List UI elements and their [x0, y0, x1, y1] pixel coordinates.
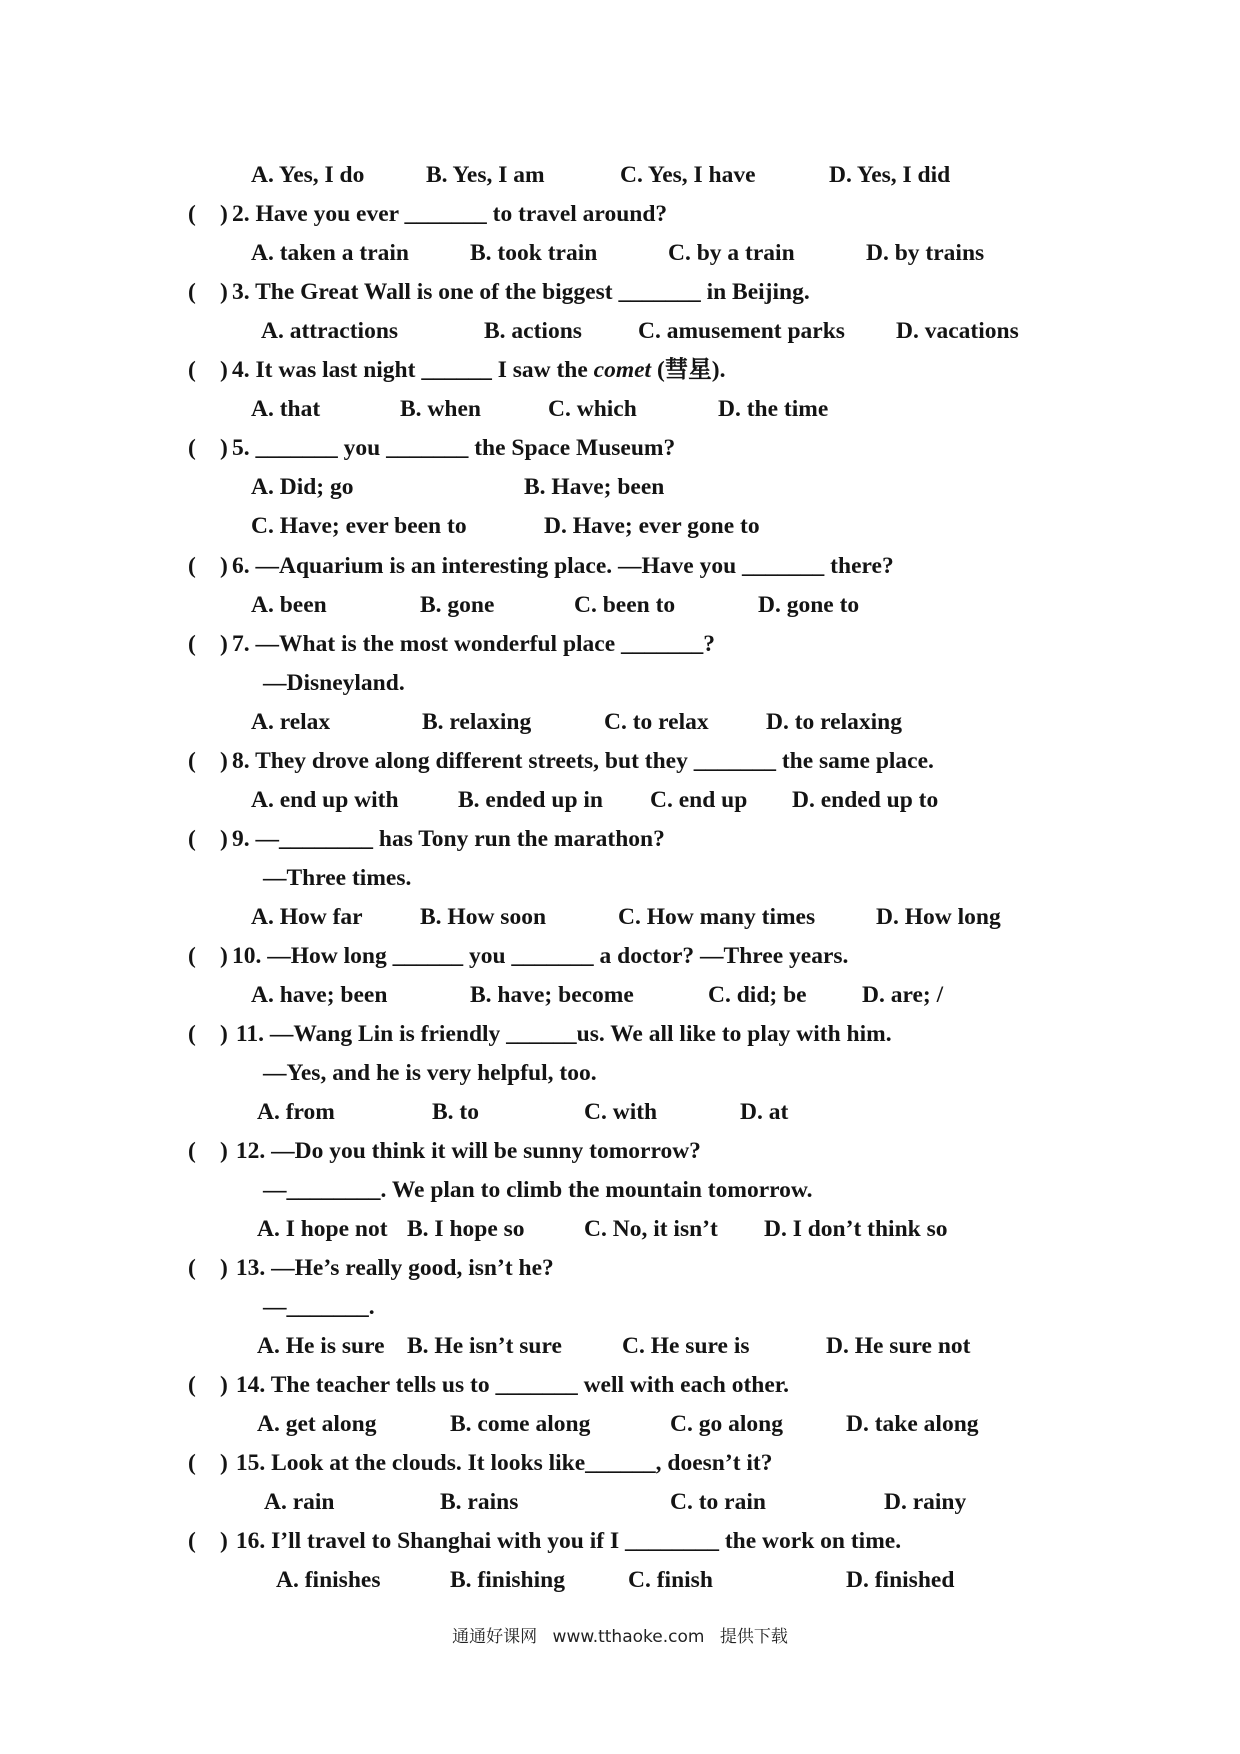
q4-option-d: D. the time	[718, 396, 829, 422]
answer-paren-close: )	[220, 201, 228, 227]
q4-option-c: C. which	[548, 396, 637, 422]
q15-option-c: C. to rain	[670, 1489, 766, 1515]
question-stem: 9. —________ has Tony run the marathon?	[232, 826, 665, 852]
q5-option-b: B. Have; been	[524, 474, 665, 500]
q9-option-c: C. How many times	[618, 904, 816, 930]
answer-paren-close: )	[220, 1450, 228, 1476]
q14-option-b: B. come along	[450, 1411, 591, 1437]
answer-paren-close: )	[220, 279, 228, 305]
dialogue-response: —_______.	[263, 1294, 375, 1320]
q16-option-d: D. finished	[846, 1567, 955, 1593]
answer-paren-close: )	[220, 553, 228, 579]
answer-paren-close: )	[220, 826, 228, 852]
q2-option-d: D. by trains	[866, 240, 985, 266]
q9-option-a: A. How far	[251, 904, 363, 930]
q3-option-d: D. vacations	[896, 318, 1019, 344]
q7-option-c: C. to relax	[604, 709, 709, 735]
page-footer	[0, 1622, 1240, 1647]
answer-paren-open: (	[188, 1528, 196, 1554]
question-stem: 10. —How long ______ you _______ a doctor? —Three years.	[232, 943, 849, 969]
answer-paren-open: (	[188, 279, 196, 305]
q9-option-d: D. How long	[876, 904, 1001, 930]
q5-option-d: D. Have; ever gone to	[544, 513, 760, 539]
q2-option-c: C. by a train	[668, 240, 795, 266]
answer-paren-close: )	[220, 631, 228, 657]
q10-option-c: C. did; be	[708, 982, 807, 1008]
footer-suffix: 提供下载	[719, 1627, 788, 1647]
answer-paren-open: (	[188, 1021, 196, 1047]
question-stem: 11. —Wang Lin is friendly ______us. We all like to play with him.	[230, 1021, 892, 1047]
question-stem: 13. —He’s really good, isn’t he?	[230, 1255, 554, 1281]
q12-option-d: D. I don’t think so	[764, 1216, 948, 1242]
question-stem: 4. It was last night ______ I saw the comet (彗星).	[232, 357, 726, 383]
q7-option-b: B. relaxing	[422, 709, 532, 735]
q14-option-c: C. go along	[670, 1411, 783, 1437]
dialogue-response: —________. We plan to climb the mountain tomorrow.	[263, 1177, 813, 1203]
q15-option-b: B. rains	[440, 1489, 519, 1515]
question-stem: 3. The Great Wall is one of the biggest _______ in Beijing.	[232, 279, 810, 305]
q12-option-c: C. No, it isn’t	[584, 1216, 718, 1242]
footer-site-name: 通通好课网	[452, 1627, 538, 1647]
q9-option-b: B. How soon	[420, 904, 547, 930]
q5-option-a: A. Did; go	[251, 474, 354, 500]
q6-option-d: D. gone to	[758, 592, 860, 618]
question-stem: 8. They drove along different streets, but they _______ the same place.	[232, 748, 934, 774]
question-stem: 12. —Do you think it will be sunny tomorrow?	[230, 1138, 701, 1164]
q7-option-d: D. to relaxing	[766, 709, 902, 735]
question-stem: 15. Look at the clouds. It looks like______, doesn’t it?	[230, 1450, 773, 1476]
q8-option-b: B. ended up in	[458, 787, 603, 813]
question-stem: 2. Have you ever _______ to travel around?	[232, 201, 668, 227]
answer-paren-open: (	[188, 435, 196, 461]
footer-url: www.tthaoke.com	[552, 1627, 705, 1647]
dialogue-response: —Disneyland.	[263, 670, 405, 696]
q10-option-d: D. are; /	[862, 982, 944, 1008]
q1-option-c: C. Yes, I have	[620, 162, 756, 188]
q4-option-b: B. when	[400, 396, 481, 422]
question-stem: 5. _______ you _______ the Space Museum?	[232, 435, 676, 461]
q5-option-c: C. Have; ever been to	[251, 513, 467, 539]
answer-paren-close: )	[220, 435, 228, 461]
q10-option-b: B. have; become	[470, 982, 634, 1008]
question-stem: 6. —Aquarium is an interesting place. —Have you _______ there?	[232, 553, 894, 579]
q16-option-b: B. finishing	[450, 1567, 565, 1593]
answer-paren-close: )	[220, 1372, 228, 1398]
answer-paren-open: (	[188, 553, 196, 579]
q8-option-a: A. end up with	[251, 787, 399, 813]
q2-option-b: B. took train	[470, 240, 598, 266]
q3-option-b: B. actions	[484, 318, 582, 344]
answer-paren-close: )	[220, 1528, 228, 1554]
answer-paren-close: )	[220, 357, 228, 383]
answer-paren-open: (	[188, 826, 196, 852]
q13-option-c: C. He sure is	[622, 1333, 750, 1359]
answer-paren-open: (	[188, 1255, 196, 1281]
q1-option-d: D. Yes, I did	[829, 162, 951, 188]
q7-option-a: A. relax	[251, 709, 331, 735]
answer-paren-close: )	[220, 1255, 228, 1281]
q11-option-a: A. from	[257, 1099, 335, 1125]
q14-option-d: D. take along	[846, 1411, 979, 1437]
q1-option-a: A. Yes, I do	[251, 162, 365, 188]
q15-option-d: D. rainy	[884, 1489, 967, 1515]
q12-option-a: A. I hope not	[257, 1216, 388, 1242]
q13-option-b: B. He isn’t sure	[407, 1333, 562, 1359]
q3-option-c: C. amusement parks	[638, 318, 845, 344]
q15-option-a: A. rain	[264, 1489, 335, 1515]
q6-option-a: A. been	[251, 592, 327, 618]
q8-option-d: D. ended up to	[792, 787, 939, 813]
answer-paren-close: )	[220, 1021, 228, 1047]
q10-option-a: A. have; been	[251, 982, 388, 1008]
q2-option-a: A. taken a train	[251, 240, 409, 266]
question-stem: 14. The teacher tells us to _______ well with each other.	[230, 1372, 789, 1398]
answer-paren-close: )	[220, 1138, 228, 1164]
q1-option-b: B. Yes, I am	[426, 162, 545, 188]
answer-paren-open: (	[188, 943, 196, 969]
q16-option-a: A. finishes	[276, 1567, 381, 1593]
q8-option-c: C. end up	[650, 787, 748, 813]
question-stem: 16. I’ll travel to Shanghai with you if I ________ the work on time.	[230, 1528, 902, 1554]
answer-paren-open: (	[188, 1138, 196, 1164]
answer-paren-open: (	[188, 1450, 196, 1476]
q16-option-c: C. finish	[628, 1567, 713, 1593]
answer-paren-open: (	[188, 357, 196, 383]
answer-paren-open: (	[188, 631, 196, 657]
q13-option-d: D. He sure not	[826, 1333, 971, 1359]
q11-option-c: C. with	[584, 1099, 658, 1125]
answer-paren-close: )	[220, 943, 228, 969]
q11-option-b: B. to	[432, 1099, 479, 1125]
q3-option-a: A. attractions	[261, 318, 399, 344]
italic-word: comet	[593, 357, 652, 383]
q11-option-d: D. at	[740, 1099, 789, 1125]
q12-option-b: B. I hope so	[407, 1216, 525, 1242]
q6-option-c: C. been to	[574, 592, 676, 618]
answer-paren-close: )	[220, 748, 228, 774]
q14-option-a: A. get along	[257, 1411, 377, 1437]
q13-option-a: A. He is sure	[257, 1333, 385, 1359]
dialogue-response: —Yes, and he is very helpful, too.	[263, 1060, 597, 1086]
dialogue-response: —Three times.	[263, 865, 412, 891]
q6-option-b: B. gone	[420, 592, 495, 618]
answer-paren-open: (	[188, 201, 196, 227]
question-stem: 7. —What is the most wonderful place _______?	[232, 631, 716, 657]
q4-option-a: A. that	[251, 396, 321, 422]
answer-paren-open: (	[188, 1372, 196, 1398]
answer-paren-open: (	[188, 748, 196, 774]
